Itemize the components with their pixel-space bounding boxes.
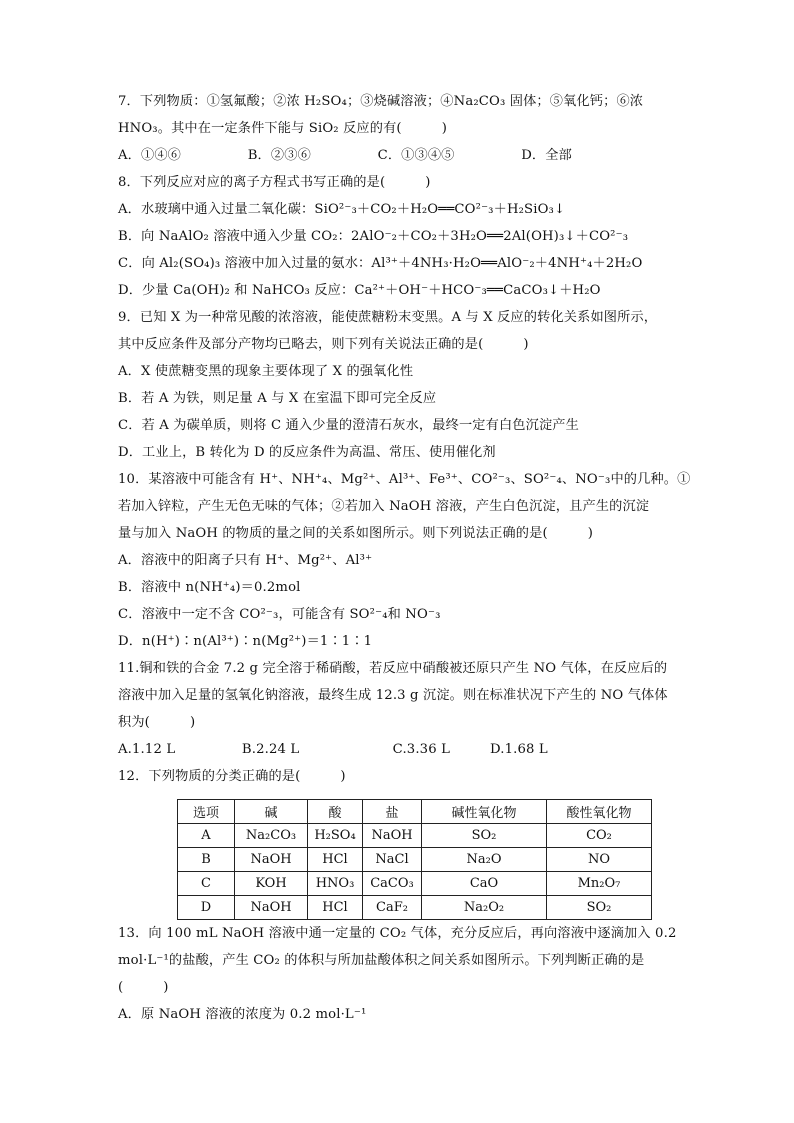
table-row [178, 872, 652, 896]
table-cell: B [178, 848, 235, 872]
table-cell: Na₂CO₃ [235, 824, 308, 848]
text-line: mol·L⁻¹的盐酸，产生 CO₂ 的体积与所加盐酸体积之间关系如图所示。下列判断正确的是 [118, 953, 645, 968]
table-cell: D [178, 896, 235, 920]
text-line: ( ) [118, 980, 169, 995]
table-header-cell: 酸 [308, 800, 363, 824]
text-line: B．溶液中 n(NH⁺₄)＝0.2mol [118, 580, 301, 595]
table-header-cell: 碱性氧化物 [422, 800, 547, 824]
text-line: A．水玻璃中通入过量二氧化碳：SiO²⁻₃＋CO₂＋H₂O══CO²⁻₃＋H₂SiO₃↓ [118, 202, 566, 217]
table-header-cell: 碱 [235, 800, 308, 824]
table-cell: Na₂O [422, 848, 547, 872]
text-line: 溶液中加入足量的氢氧化钠溶液，最终生成 12.3 g 沉淀。则在标准状况下产生的 NO 气体体 [118, 688, 668, 703]
text-line: HNO₃。其中在一定条件下能与 SiO₂ 反应的有( ) [118, 121, 448, 136]
text-line: D．n(H⁺)∶n(Al³⁺)∶n(Mg²⁺)＝1∶1∶1 [118, 634, 373, 649]
text-line: 10．某溶液中可能含有 H⁺、NH⁺₄、Mg²⁺、Al³⁺、Fe³⁺、CO²⁻₃、SO²⁻₄、NO⁻₃中的几种。① [118, 472, 691, 487]
table-cell: SO₂ [547, 896, 652, 920]
table-row [178, 824, 652, 848]
text-line: B．若 A 为铁，则足量 A 与 X 在室温下即可完全反应 [118, 391, 437, 406]
table-cell: NaCl [363, 848, 422, 872]
text-line: 7．下列物质：①氢氟酸；②浓 H₂SO₄；③烧碱溶液；④Na₂CO₃ 固体；⑤氧化钙；⑥浓 [118, 94, 644, 109]
table-cell: CaCO₃ [363, 872, 422, 896]
table-cell: CaF₂ [363, 896, 422, 920]
text-line: 若加入锌粒，产生无色无味的气体；②若加入 NaOH 溶液，产生白色沉淀，且产生的沉淀 [118, 499, 650, 514]
table-cell: HNO₃ [308, 872, 363, 896]
table-cell: Na₂O₂ [422, 896, 547, 920]
text-line: C．溶液中一定不含 CO²⁻₃，可能含有 SO²⁻₄和 NO⁻₃ [118, 607, 441, 622]
text-line: 12．下列物质的分类正确的是( ) [118, 769, 346, 784]
table-cell: A [178, 824, 235, 848]
table-cell: C [178, 872, 235, 896]
text-line: A．①④⑥ B．②③⑥ C．①③④⑤ D．全部 [118, 148, 572, 163]
table-row [178, 848, 652, 872]
table-cell: CO₂ [547, 824, 652, 848]
text-line: 9．已知 X 为一种常见酸的浓溶液，能使蔗糖粉末变黑。A 与 X 反应的转化关系如图所示， [118, 310, 658, 325]
table-cell: H₂SO₄ [308, 824, 363, 848]
text-line: A．原 NaOH 溶液的浓度为 0.2 mol·L⁻¹ [118, 1007, 367, 1022]
table-cell: HCl [308, 848, 363, 872]
table-row [178, 896, 652, 920]
table-cell: NaOH [363, 824, 422, 848]
table-header-cell: 酸性氧化物 [547, 800, 652, 824]
table-header-cell: 盐 [363, 800, 422, 824]
table-header-row [178, 800, 652, 824]
text-line: A.1.12 L B.2.24 L C.3.36 L D.1.68 L [118, 742, 548, 757]
text-line: 其中反应条件及部分产物均已略去，则下列有关说法正确的是( ) [118, 337, 529, 352]
table-cell: HCl [308, 896, 363, 920]
table-cell: NO [547, 848, 652, 872]
table-header-cell: 选项 [178, 800, 235, 824]
text-line: C．向 Al₂(SO₄)₃ 溶液中加入过量的氨水：Al³⁺＋4NH₃·H₂O══AlO⁻₂＋4NH⁺₄＋2H₂O [118, 256, 643, 271]
table-cell: NaOH [235, 896, 308, 920]
table-cell: NaOH [235, 848, 308, 872]
text-line: A．X 使蔗糖变黑的现象主要体现了 X 的强氧化性 [118, 364, 414, 379]
text-line: A．溶液中的阳离子只有 H⁺、Mg²⁺、Al³⁺ [118, 553, 373, 568]
text-line: C．若 A 为碳单质，则将 C 通入少量的澄清石灰水，最终一定有白色沉淀产生 [118, 418, 579, 433]
text-line: 积为( ) [118, 715, 196, 730]
text-line: B．向 NaAlO₂ 溶液中通入少量 CO₂：2AlO⁻₂＋CO₂＋3H₂O══2Al(OH)₃↓＋CO²⁻₃ [118, 229, 629, 244]
text-line: D．工业上，B 转化为 D 的反应条件为高温、常压、使用催化剂 [118, 445, 496, 460]
table-cell: SO₂ [422, 824, 547, 848]
text-line: 8．下列反应对应的离子方程式书写正确的是( ) [118, 175, 431, 190]
classification-table [177, 799, 652, 920]
table-cell: KOH [235, 872, 308, 896]
table-cell: CaO [422, 872, 547, 896]
text-line: 13．向 100 mL NaOH 溶液中通一定量的 CO₂ 气体，充分反应后，再向溶液中逐滴加入 0.2 [118, 926, 677, 941]
text-line: 11.铜和铁的合金 7.2 g 完全溶于稀硝酸，若反应中硝酸被还原只产生 NO 气体，在反应后的 [118, 661, 668, 676]
text-line: 量与加入 NaOH 的物质的量之间的关系如图所示。则下列说法正确的是( ) [118, 526, 594, 541]
text-line: D．少量 Ca(OH)₂ 和 NaHCO₃ 反应：Ca²⁺＋OH⁻＋HCO⁻₃══CaCO₃↓＋H₂O [118, 283, 601, 298]
table-cell: Mn₂O₇ [547, 872, 652, 896]
